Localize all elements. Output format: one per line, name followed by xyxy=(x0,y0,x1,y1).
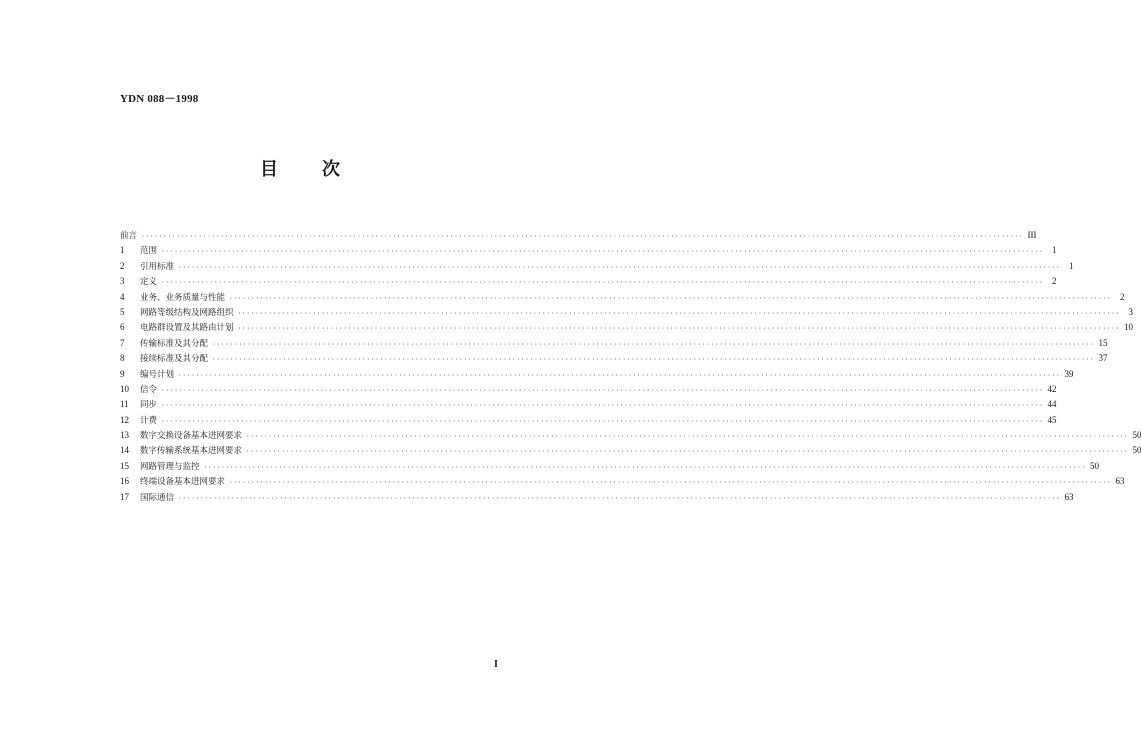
toc-entry-title: 业务、业务质量与性能 xyxy=(140,292,226,303)
toc-entry-title: 编号计划 xyxy=(140,369,175,380)
toc-dot-leader: ········································································································································································································ xyxy=(178,263,1061,271)
toc-entry-page: 63 xyxy=(1064,491,1074,502)
toc-entry-title: 范围 xyxy=(140,246,158,257)
toc-entry xyxy=(120,459,1099,474)
toc-entry xyxy=(120,274,1057,289)
toc-entry-number: 3 xyxy=(120,276,125,287)
toc-entry xyxy=(120,490,1074,505)
page-title-char-1: 目 xyxy=(260,159,278,180)
toc-entry xyxy=(120,397,1057,412)
toc-entry xyxy=(120,428,1141,443)
toc-entry-page: 15 xyxy=(1098,337,1108,348)
toc-entry-title: 网路等级结构及网路组织 xyxy=(140,307,234,318)
toc-entry xyxy=(120,259,1074,274)
toc-entry-title: 电路群设置及其路由计划 xyxy=(140,323,234,334)
toc-entry-number: 13 xyxy=(120,430,129,441)
toc-entry-title: 计费 xyxy=(140,415,158,426)
toc-entry-number: 17 xyxy=(120,491,129,502)
toc-entry-title: 数字交换设备基本进网要求 xyxy=(140,431,243,442)
toc-entry-number: 15 xyxy=(120,460,129,471)
toc-entry-title: 终端设备基本进网要求 xyxy=(140,477,226,488)
toc-dot-leader: ········································································································································································································ xyxy=(246,433,1129,441)
toc-entry-page: 42 xyxy=(1047,383,1057,394)
toc-entry-title: 前言 xyxy=(120,231,138,241)
toc-entry-page: 2 xyxy=(1051,276,1057,287)
page-number: I xyxy=(494,659,498,670)
toc-entry-page: III xyxy=(1027,230,1037,240)
toc-entry-number: 12 xyxy=(120,414,129,425)
toc-entry-number: 7 xyxy=(120,337,125,348)
toc-entry xyxy=(120,290,1125,305)
toc-dot-leader: ········································································································································································································ xyxy=(237,325,1120,333)
toc-entry xyxy=(120,228,1037,243)
toc-entry-title: 信令 xyxy=(140,384,158,395)
toc-entry-page: 1 xyxy=(1051,245,1057,256)
toc-entry xyxy=(120,320,1133,335)
toc-entry xyxy=(120,336,1108,351)
toc-dot-leader: ········································································································································································································ xyxy=(237,309,1120,317)
toc-dot-leader: ········································································································································································································ xyxy=(161,386,1044,394)
toc-entry-title: 定义 xyxy=(140,277,158,288)
toc-entry-number: 1 xyxy=(120,245,125,256)
page-title xyxy=(0,155,600,181)
toc-entry-page: 10 xyxy=(1123,322,1133,333)
toc-dot-leader: ········································································································································································································ xyxy=(161,417,1044,425)
toc-entry xyxy=(120,243,1057,258)
toc-entry-page: 3 xyxy=(1128,306,1133,317)
toc-entry-page: 39 xyxy=(1064,368,1074,379)
toc-entry-number: 5 xyxy=(120,306,125,317)
toc-entry-number: 2 xyxy=(120,260,125,271)
toc-entry xyxy=(120,443,1141,458)
toc-entry-number: 6 xyxy=(120,322,125,333)
page-title-char-2: 次 xyxy=(322,159,340,180)
toc-entry-title: 接续标准及其分配 xyxy=(140,354,209,365)
toc-entry-title: 传输标准及其分配 xyxy=(140,338,209,349)
toc-entry-number: 10 xyxy=(120,383,129,394)
toc-entry-title: 引用标准 xyxy=(140,261,175,272)
toc-dot-leader: ········································································································································································································ xyxy=(229,294,1112,302)
toc-entry-number: 16 xyxy=(120,476,129,487)
toc-dot-leader: ········································································································································································································ xyxy=(203,463,1086,471)
toc-entry-number: 9 xyxy=(120,368,125,379)
toc-entry-page: 44 xyxy=(1047,399,1057,410)
toc-dot-leader: ········································································································································································································ xyxy=(161,279,1044,287)
toc-entry-number: 8 xyxy=(120,353,125,364)
toc-dot-leader: ········································································································································································································ xyxy=(178,494,1061,502)
toc-dot-leader: ········································································································································································································ xyxy=(178,371,1061,379)
toc-entry xyxy=(120,413,1057,428)
toc-dot-leader: ········································································································································································································ xyxy=(229,479,1112,487)
toc-dot-leader: ········································································································································································································ xyxy=(161,402,1044,410)
toc-entry-page: 50 xyxy=(1089,460,1099,471)
toc-dot-leader: ········································································································································································································ xyxy=(246,448,1129,456)
toc-dot-leader: ········································································································································································································ xyxy=(212,340,1095,348)
toc-entry xyxy=(120,351,1108,366)
toc-entry-page: 50 xyxy=(1132,445,1141,456)
toc-entry-page: 63 xyxy=(1115,476,1125,487)
toc-entry xyxy=(120,305,1133,320)
toc-entry-number: 14 xyxy=(120,445,129,456)
document-code: YDN 088－1998 xyxy=(120,93,199,105)
toc-entry-title: 网路管理与监控 xyxy=(140,461,200,472)
table-of-contents xyxy=(120,228,1141,505)
toc-entry-title: 同步 xyxy=(140,400,158,411)
toc-entry xyxy=(120,474,1125,489)
toc-dot-leader: ········································································································································································································ xyxy=(141,233,1024,240)
toc-entry-page: 2 xyxy=(1119,291,1125,302)
toc-entry-page: 37 xyxy=(1098,353,1108,364)
toc-entry-number: 11 xyxy=(120,399,129,410)
toc-entry-number: 4 xyxy=(120,291,125,302)
toc-entry xyxy=(120,382,1057,397)
toc-entry xyxy=(120,367,1074,382)
toc-entry-page: 45 xyxy=(1047,414,1057,425)
toc-dot-leader: ········································································································································································································ xyxy=(161,248,1044,256)
toc-entry-title: 国际通信 xyxy=(140,492,175,503)
toc-entry-page: 1 xyxy=(1068,260,1074,271)
toc-entry-page: 50 xyxy=(1132,430,1141,441)
toc-entry-title: 数字传输系统基本进网要求 xyxy=(140,446,243,457)
toc-dot-leader: ········································································································································································································ xyxy=(212,356,1095,364)
